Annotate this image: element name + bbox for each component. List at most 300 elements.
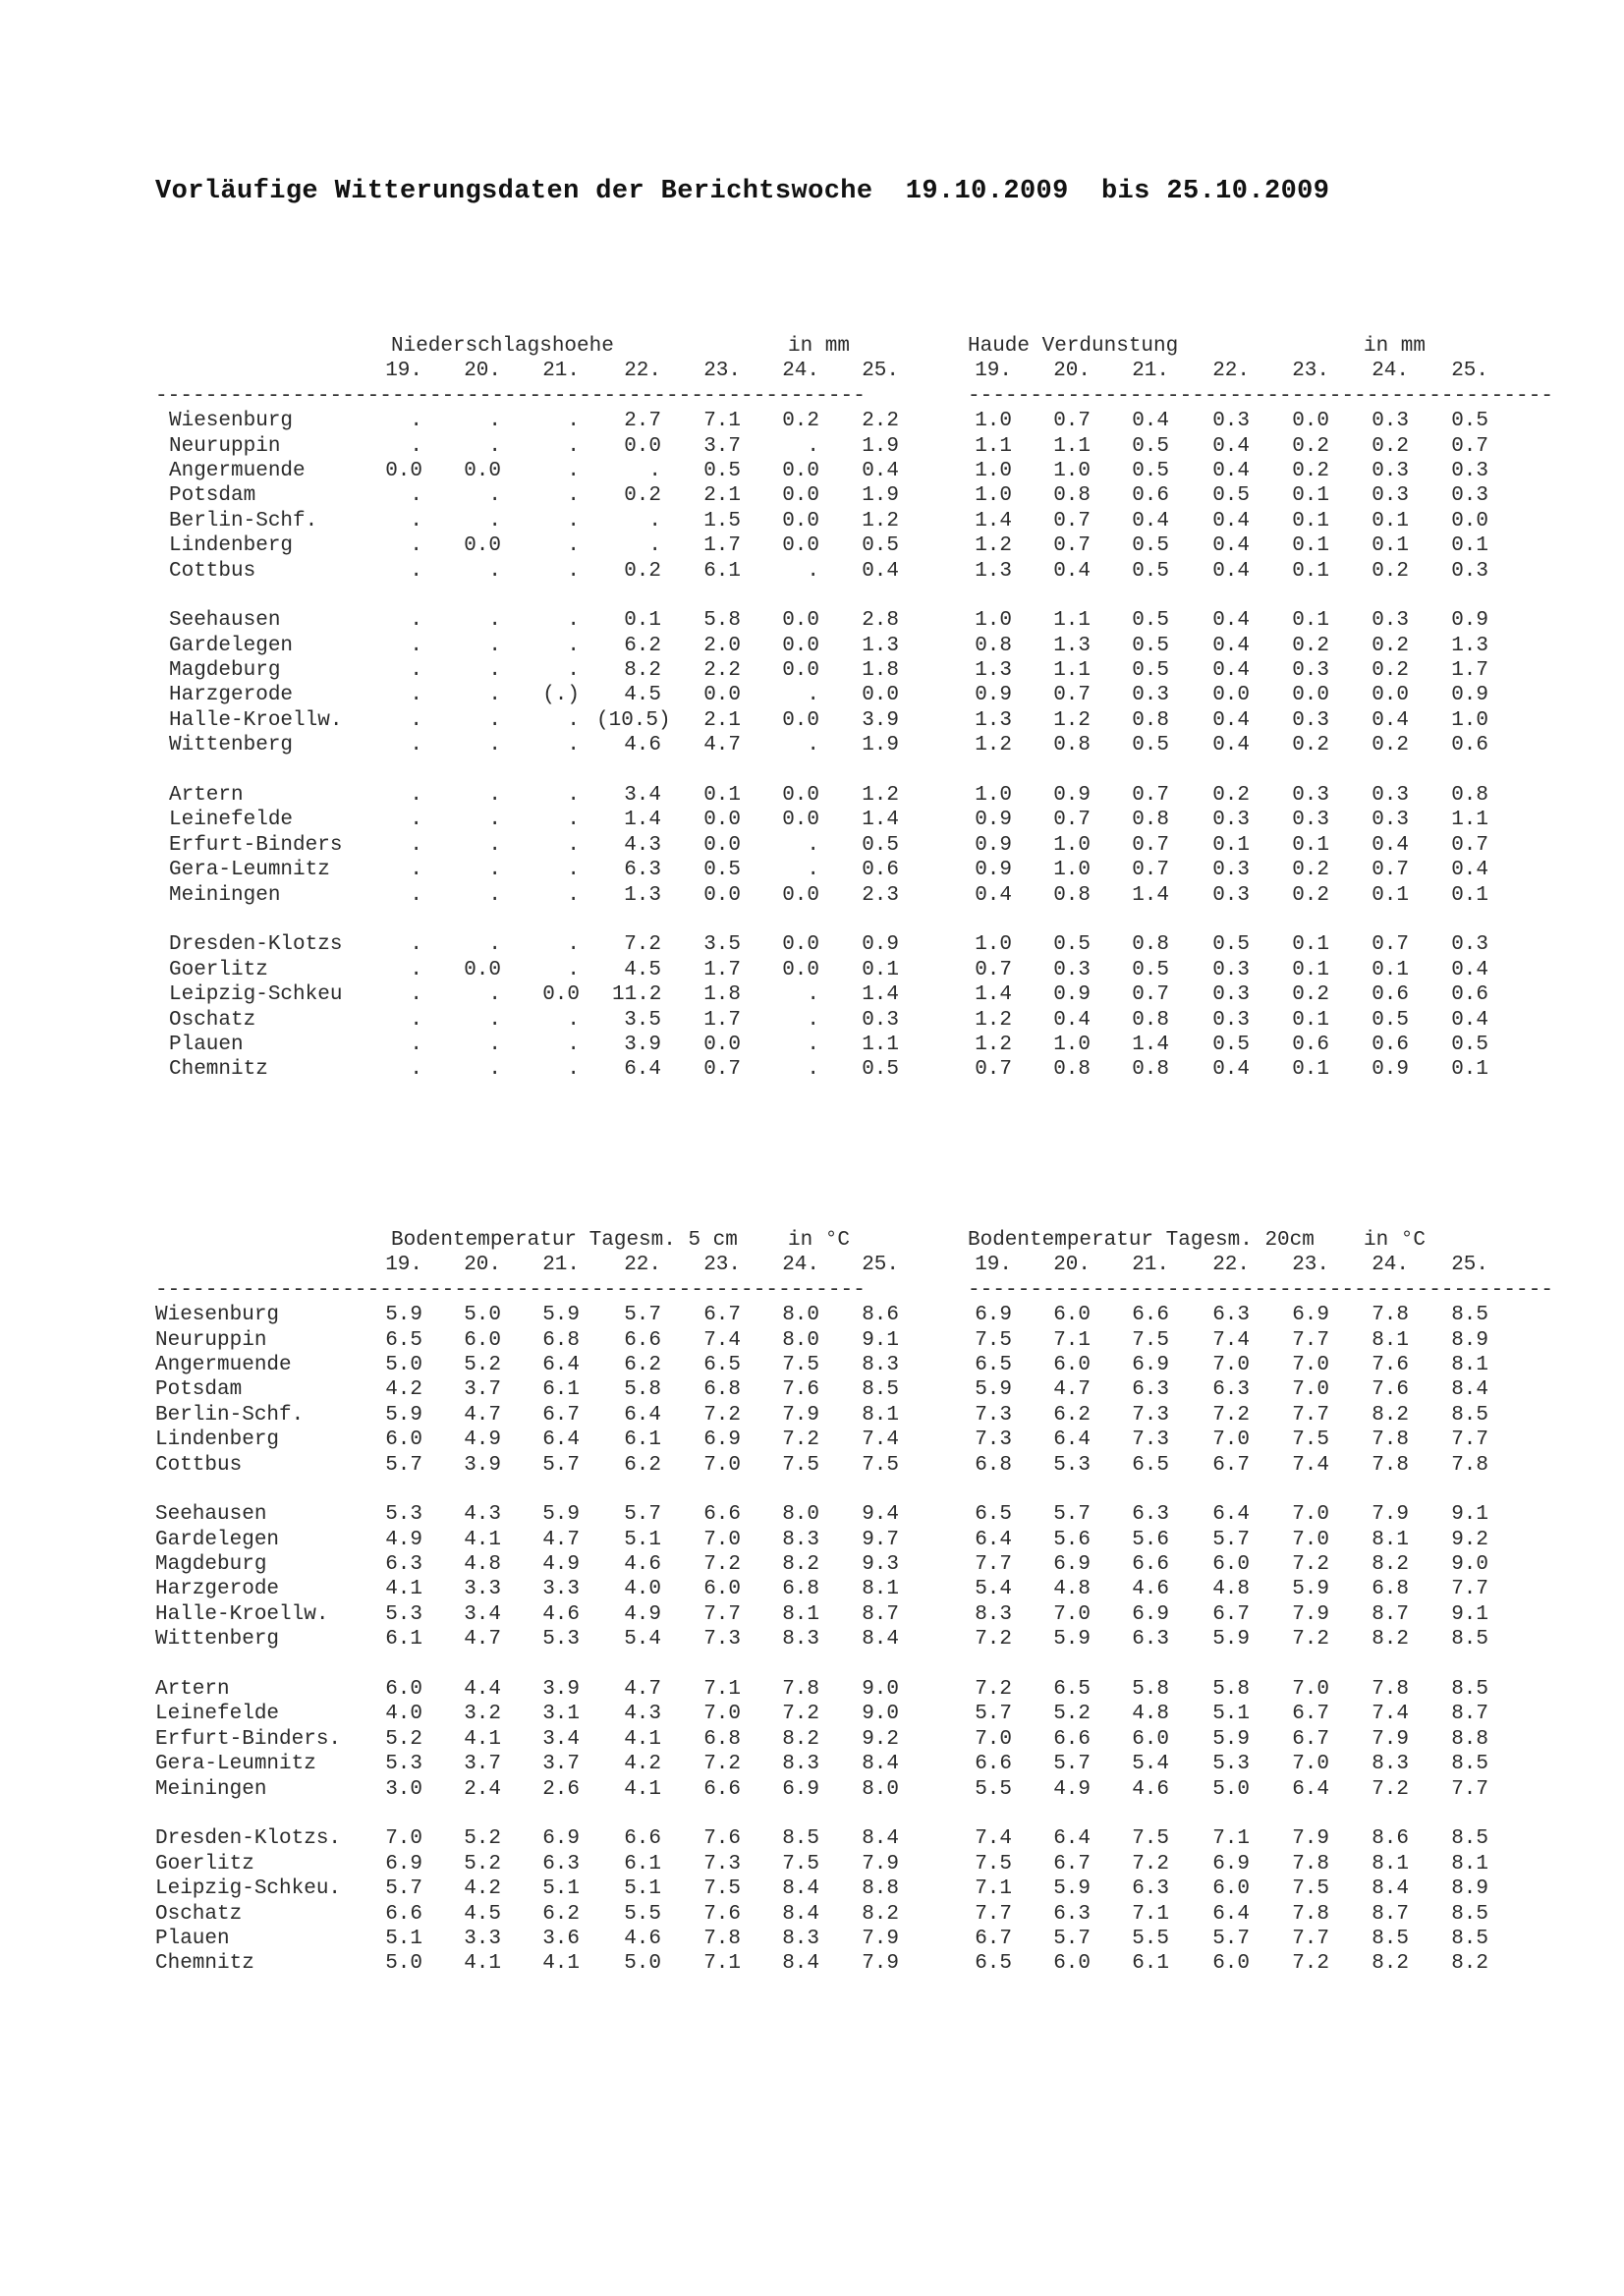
value-cell: 1.0 xyxy=(975,933,1012,957)
value-cell: 0.0 xyxy=(782,958,819,981)
station-name: Wittenberg xyxy=(169,734,294,757)
value-cell: 7.2 xyxy=(1292,1952,1329,1976)
value-cell: 1.0 xyxy=(1053,1033,1091,1056)
value-cell: 0.0 xyxy=(782,809,819,832)
value-cell: 8.2 xyxy=(1372,1952,1409,1976)
day-header: 23. xyxy=(703,1254,741,1277)
table-row xyxy=(968,1852,1553,1876)
value-cell: 3.7 xyxy=(703,434,741,458)
day-header: 24. xyxy=(782,1254,819,1277)
station-name: Oschatz xyxy=(155,1902,243,1926)
table-row xyxy=(968,982,1553,1007)
value-cell: 0.4 xyxy=(1212,509,1250,532)
value-cell: 6.7 xyxy=(1292,1703,1329,1726)
value-cell: 0.3 xyxy=(1372,410,1409,433)
value-cell: . xyxy=(567,1058,580,1082)
soil-5cm-label: Bodentemperatur Tagesm. 5 cm xyxy=(391,1229,738,1252)
value-cell: 8.5 xyxy=(782,1827,819,1851)
value-cell: . xyxy=(807,434,819,458)
value-cell: 0.2 xyxy=(1292,859,1329,882)
group-spacer xyxy=(155,1478,866,1502)
value-cell: 8.4 xyxy=(1451,1378,1488,1402)
value-cell: 9.1 xyxy=(862,1328,899,1352)
value-cell: 5.2 xyxy=(464,1852,501,1876)
value-cell: 0.9 xyxy=(975,833,1012,857)
value-cell: 8.2 xyxy=(1372,1553,1409,1577)
value-cell: 7.1 xyxy=(975,1877,1012,1901)
value-cell: 5.3 xyxy=(1212,1753,1250,1776)
day-header: 21. xyxy=(542,360,580,383)
value-cell: . xyxy=(567,734,580,757)
value-cell: 5.9 xyxy=(1053,1628,1091,1652)
value-cell: 6.3 xyxy=(385,1553,422,1577)
value-cell: . xyxy=(807,833,819,857)
value-cell: 0.2 xyxy=(1292,459,1329,482)
table-row xyxy=(968,434,1553,459)
table-row xyxy=(155,1008,899,1033)
table-row xyxy=(968,733,1553,757)
value-cell: 6.5 xyxy=(1053,1678,1091,1702)
table-row xyxy=(155,883,899,908)
table-row xyxy=(968,509,1553,533)
table-header xyxy=(155,1228,866,1253)
day-header: 19. xyxy=(975,1254,1012,1277)
value-cell: 7.8 xyxy=(1451,1453,1488,1477)
station-name: Neuruppin xyxy=(155,1328,267,1352)
value-cell: 6.2 xyxy=(624,1453,661,1477)
value-cell: 6.0 xyxy=(1053,1353,1091,1376)
value-cell: 6.7 xyxy=(975,1927,1012,1950)
value-cell: 0.6 xyxy=(1451,983,1488,1007)
value-cell: 0.0 xyxy=(464,459,501,482)
value-cell: 0.4 xyxy=(1132,410,1169,433)
value-cell: 0.8 xyxy=(1132,933,1169,957)
table-body xyxy=(968,1303,1553,1977)
value-cell: . xyxy=(488,809,501,832)
divider-line: ----------------------------------------------- xyxy=(968,384,1554,408)
group-spacer xyxy=(155,758,866,783)
value-cell: 5.8 xyxy=(1132,1678,1169,1702)
value-cell: 4.6 xyxy=(1132,1777,1169,1801)
value-cell: 1.0 xyxy=(975,459,1012,482)
value-cell: 5.0 xyxy=(624,1952,661,1976)
value-cell: 6.0 xyxy=(385,1678,422,1702)
value-cell: 0.1 xyxy=(1292,833,1329,857)
value-cell: . xyxy=(410,410,422,433)
value-cell: 6.9 xyxy=(975,1304,1012,1327)
day-header: 22. xyxy=(624,360,661,383)
value-cell: . xyxy=(488,434,501,458)
value-cell: 7.2 xyxy=(624,933,661,957)
value-cell: . xyxy=(410,1008,422,1032)
value-cell: . xyxy=(488,883,501,907)
value-cell: 5.7 xyxy=(624,1503,661,1527)
station-name: Gardelegen xyxy=(155,1528,280,1551)
value-cell: 7.7 xyxy=(1451,1777,1488,1801)
value-cell: 7.9 xyxy=(862,1852,899,1876)
table-row xyxy=(968,708,1553,733)
value-cell: 0.2 xyxy=(1292,634,1329,657)
station-name: Gera-Leumnitz xyxy=(169,859,330,882)
value-cell: 6.6 xyxy=(703,1777,741,1801)
value-cell: 0.0 xyxy=(782,459,819,482)
value-cell: 0.3 xyxy=(1372,809,1409,832)
value-cell: 0.2 xyxy=(782,410,819,433)
station-name: Leipzig-Schkeu. xyxy=(155,1877,342,1901)
value-cell: 7.1 xyxy=(703,410,741,433)
value-cell: 1.1 xyxy=(1053,434,1091,458)
value-cell: 6.5 xyxy=(703,1353,741,1376)
value-cell: 7.2 xyxy=(1372,1777,1409,1801)
value-cell: 0.4 xyxy=(862,559,899,583)
value-cell: 0.5 xyxy=(1212,933,1250,957)
value-cell: 8.9 xyxy=(1451,1328,1488,1352)
value-cell: 1.1 xyxy=(975,434,1012,458)
value-cell: 1.4 xyxy=(624,809,661,832)
value-cell: 0.8 xyxy=(1451,784,1488,808)
value-cell: . xyxy=(488,983,501,1007)
value-cell: 7.8 xyxy=(1292,1852,1329,1876)
value-cell: . xyxy=(410,784,422,808)
value-cell: 6.3 xyxy=(1212,1304,1250,1327)
table-header xyxy=(155,334,866,359)
value-cell: 7.4 xyxy=(1212,1328,1250,1352)
value-cell: 9.3 xyxy=(862,1553,899,1577)
value-cell: . xyxy=(488,659,501,683)
value-cell: 8.1 xyxy=(1451,1353,1488,1376)
station-name: Leipzig-Schkeu xyxy=(169,983,343,1007)
value-cell: 5.7 xyxy=(385,1877,422,1901)
value-cell: 0.0 xyxy=(782,509,819,532)
value-cell: 1.2 xyxy=(975,1008,1012,1032)
value-cell: 7.3 xyxy=(703,1628,741,1652)
station-name: Neuruppin xyxy=(169,434,281,458)
day-header-row xyxy=(155,1253,899,1277)
day-header: 24. xyxy=(1372,360,1409,383)
value-cell: . xyxy=(807,559,819,583)
value-cell: . xyxy=(410,634,422,657)
value-cell: 8.1 xyxy=(1451,1852,1488,1876)
value-cell: 8.5 xyxy=(1372,1927,1409,1950)
value-cell: 7.4 xyxy=(1292,1453,1329,1477)
value-cell: . xyxy=(567,859,580,882)
value-cell: 7.6 xyxy=(703,1827,741,1851)
value-cell: 7.5 xyxy=(862,1453,899,1477)
value-cell: 1.1 xyxy=(1053,609,1091,633)
value-cell: 4.8 xyxy=(1132,1703,1169,1726)
value-cell: . xyxy=(488,734,501,757)
table-row xyxy=(968,459,1553,483)
value-cell: 3.3 xyxy=(542,1578,580,1601)
table-row xyxy=(155,658,899,683)
value-cell: 6.6 xyxy=(1132,1553,1169,1577)
value-cell: 7.2 xyxy=(975,1628,1012,1652)
value-cell: . xyxy=(807,983,819,1007)
station-name: Wiesenburg xyxy=(169,410,294,433)
precipitation-label: Niederschlagshoehe xyxy=(391,335,614,358)
table-row xyxy=(155,833,899,858)
value-cell: 5.9 xyxy=(542,1304,580,1327)
value-cell: 6.9 xyxy=(542,1827,580,1851)
table-row xyxy=(155,808,899,832)
station-name: Chemnitz xyxy=(169,1058,268,1082)
value-cell: 0.7 xyxy=(1451,434,1488,458)
value-cell: 7.9 xyxy=(1292,1827,1329,1851)
value-cell: 7.2 xyxy=(1212,1403,1250,1427)
value-cell: 0.4 xyxy=(975,883,1012,907)
value-cell: . xyxy=(488,1058,501,1082)
value-cell: . xyxy=(567,459,580,482)
value-cell: 6.9 xyxy=(385,1852,422,1876)
table-row xyxy=(155,858,899,882)
value-cell: 7.8 xyxy=(1372,1428,1409,1452)
value-cell: 8.5 xyxy=(1451,1628,1488,1652)
value-cell: . xyxy=(410,559,422,583)
table-row xyxy=(968,1353,1553,1377)
day-header: 25. xyxy=(1451,1254,1488,1277)
day-header: 19. xyxy=(975,360,1012,383)
value-cell: 1.2 xyxy=(862,509,899,532)
value-cell: 6.9 xyxy=(1292,1304,1329,1327)
table-row xyxy=(155,1453,899,1478)
value-cell: 0.0 xyxy=(782,534,819,558)
value-cell: 0.0 xyxy=(703,809,741,832)
value-cell: 6.9 xyxy=(703,1428,741,1452)
value-cell: 0.1 xyxy=(1292,534,1329,558)
value-cell: 6.7 xyxy=(1053,1852,1091,1876)
value-cell: . xyxy=(410,883,422,907)
value-cell: 6.3 xyxy=(1132,1378,1169,1402)
table-row xyxy=(155,958,899,982)
table-row xyxy=(155,1403,899,1428)
value-cell: 0.3 xyxy=(1372,609,1409,633)
table-row xyxy=(968,1902,1553,1927)
value-cell: 1.0 xyxy=(1451,708,1488,732)
value-cell: 6.7 xyxy=(703,1304,741,1327)
value-cell: 0.2 xyxy=(624,559,661,583)
value-cell: 0.5 xyxy=(1451,1033,1488,1056)
station-name: Erfurt-Binders. xyxy=(155,1727,342,1751)
value-cell: 0.3 xyxy=(1212,983,1250,1007)
value-cell: 2.2 xyxy=(862,410,899,433)
value-cell: 0.0 xyxy=(703,684,741,707)
value-cell: 3.7 xyxy=(464,1753,501,1776)
value-cell: 0.2 xyxy=(624,484,661,508)
value-cell: . xyxy=(410,734,422,757)
value-cell: . xyxy=(488,833,501,857)
group-spacer xyxy=(968,1478,1553,1502)
value-cell: 0.4 xyxy=(1372,833,1409,857)
day-header: 25. xyxy=(862,1254,899,1277)
value-cell: 4.1 xyxy=(542,1952,580,1976)
value-cell: 0.8 xyxy=(1132,1058,1169,1082)
value-cell: 7.2 xyxy=(782,1428,819,1452)
value-cell: 0.1 xyxy=(1292,1058,1329,1082)
value-cell: 9.4 xyxy=(862,1503,899,1527)
value-cell: . xyxy=(410,659,422,683)
value-cell: . xyxy=(488,509,501,532)
table-row xyxy=(155,1353,899,1377)
value-cell: 5.3 xyxy=(1053,1453,1091,1477)
value-cell: 9.0 xyxy=(862,1678,899,1702)
value-cell: . xyxy=(488,484,501,508)
value-cell: 0.5 xyxy=(1132,434,1169,458)
value-cell: 7.5 xyxy=(1132,1328,1169,1352)
value-cell: 1.2 xyxy=(1053,708,1091,732)
unit-label: in °C xyxy=(1364,1229,1427,1252)
value-cell: 4.9 xyxy=(464,1428,501,1452)
table-row xyxy=(155,1777,899,1802)
value-cell: 0.4 xyxy=(1372,708,1409,732)
value-cell: 3.2 xyxy=(464,1703,501,1726)
value-cell: 3.7 xyxy=(542,1753,580,1776)
value-cell: 0.2 xyxy=(1292,734,1329,757)
value-cell: 0.0 xyxy=(1372,684,1409,707)
value-cell: 8.1 xyxy=(782,1602,819,1626)
value-cell: 7.4 xyxy=(975,1827,1012,1851)
value-cell: 8.4 xyxy=(1372,1877,1409,1901)
value-cell: 5.9 xyxy=(385,1403,422,1427)
table-header xyxy=(968,1228,1553,1253)
value-cell: 1.4 xyxy=(975,509,1012,532)
value-cell: 7.3 xyxy=(975,1428,1012,1452)
day-header: 20. xyxy=(1053,360,1091,383)
value-cell: 7.8 xyxy=(1372,1453,1409,1477)
value-cell: 4.5 xyxy=(464,1902,501,1926)
value-cell: 6.9 xyxy=(1053,1553,1091,1577)
value-cell: 5.0 xyxy=(385,1952,422,1976)
value-cell: . xyxy=(807,1058,819,1082)
value-cell: 0.6 xyxy=(1372,983,1409,1007)
value-cell: 0.3 xyxy=(1451,459,1488,482)
value-cell: 6.4 xyxy=(1053,1827,1091,1851)
value-cell: 5.5 xyxy=(975,1777,1012,1801)
value-cell: 1.9 xyxy=(862,734,899,757)
day-header-row xyxy=(968,1253,1553,1277)
value-cell: 0.2 xyxy=(1292,983,1329,1007)
value-cell: 6.8 xyxy=(542,1328,580,1352)
value-cell: 0.0 xyxy=(782,784,819,808)
group-spacer xyxy=(155,908,866,932)
value-cell: 2.8 xyxy=(862,609,899,633)
value-cell: 0.3 xyxy=(1451,559,1488,583)
value-cell: 2.6 xyxy=(542,1777,580,1801)
table-row xyxy=(155,434,899,459)
table-row xyxy=(155,1602,899,1627)
value-cell: 5.7 xyxy=(1053,1753,1091,1776)
value-cell: 4.1 xyxy=(385,1578,422,1601)
day-header: 21. xyxy=(1132,360,1169,383)
value-cell: 7.9 xyxy=(862,1952,899,1976)
value-cell: . xyxy=(567,534,580,558)
station-name: Cottbus xyxy=(169,559,256,583)
value-cell: 7.5 xyxy=(1292,1428,1329,1452)
table-row xyxy=(968,658,1553,683)
table-row xyxy=(155,1677,899,1702)
value-cell: 0.1 xyxy=(1372,509,1409,532)
value-cell: 1.3 xyxy=(1451,634,1488,657)
value-cell: 4.7 xyxy=(542,1528,580,1551)
value-cell: (10.5) xyxy=(596,708,671,732)
value-cell: 0.1 xyxy=(1212,833,1250,857)
value-cell: 4.6 xyxy=(624,1927,661,1950)
value-cell: 7.9 xyxy=(1292,1602,1329,1626)
soil-temperature-20cm-table xyxy=(968,1228,1553,1977)
value-cell: 4.6 xyxy=(624,734,661,757)
value-cell: 6.5 xyxy=(385,1328,422,1352)
value-cell: 5.8 xyxy=(624,1378,661,1402)
value-cell: 0.4 xyxy=(1212,609,1250,633)
table-row xyxy=(155,1951,899,1976)
value-cell: 4.8 xyxy=(464,1553,501,1577)
value-cell: 0.9 xyxy=(1451,684,1488,707)
value-cell: 0.2 xyxy=(1372,734,1409,757)
day-header: 20. xyxy=(1053,1254,1091,1277)
day-header: 22. xyxy=(1212,360,1250,383)
value-cell: 7.0 xyxy=(1292,1353,1329,1376)
value-cell: 0.0 xyxy=(782,708,819,732)
value-cell: . xyxy=(567,1008,580,1032)
value-cell: 5.7 xyxy=(1053,1927,1091,1950)
value-cell: 0.4 xyxy=(1132,509,1169,532)
value-cell: 6.4 xyxy=(624,1058,661,1082)
value-cell: 4.8 xyxy=(1053,1578,1091,1601)
value-cell: 0.7 xyxy=(1132,983,1169,1007)
value-cell: 5.2 xyxy=(464,1353,501,1376)
table-row xyxy=(968,1602,1553,1627)
value-cell: . xyxy=(567,659,580,683)
value-cell: 4.1 xyxy=(624,1727,661,1751)
station-name: Meiningen xyxy=(169,883,281,907)
value-cell: 4.3 xyxy=(624,833,661,857)
value-cell: 1.4 xyxy=(862,983,899,1007)
day-header: 25. xyxy=(1451,360,1488,383)
value-cell: 0.5 xyxy=(1451,410,1488,433)
value-cell: 8.2 xyxy=(1451,1952,1488,1976)
value-cell: 6.2 xyxy=(1053,1403,1091,1427)
table-row xyxy=(155,1552,899,1577)
value-cell: 5.7 xyxy=(1053,1503,1091,1527)
value-cell: 0.1 xyxy=(1292,559,1329,583)
value-cell: 1.9 xyxy=(862,484,899,508)
value-cell: 0.7 xyxy=(1132,833,1169,857)
value-cell: 0.3 xyxy=(1212,859,1250,882)
value-cell: 0.3 xyxy=(862,1008,899,1032)
value-cell: 5.7 xyxy=(1212,1927,1250,1950)
value-cell: 0.0 xyxy=(703,833,741,857)
value-cell: . xyxy=(567,833,580,857)
value-cell: 1.3 xyxy=(975,659,1012,683)
value-cell: 8.5 xyxy=(1451,1902,1488,1926)
value-cell: 6.3 xyxy=(1132,1628,1169,1652)
value-cell: 0.0 xyxy=(1451,509,1488,532)
table-row xyxy=(155,982,899,1007)
value-cell: 8.3 xyxy=(782,1927,819,1950)
value-cell: 0.0 xyxy=(385,459,422,482)
value-cell: . xyxy=(488,634,501,657)
value-cell: 1.3 xyxy=(624,883,661,907)
day-header-row xyxy=(155,359,899,383)
value-cell: 0.3 xyxy=(1212,809,1250,832)
value-cell: 4.1 xyxy=(464,1727,501,1751)
value-cell: 0.0 xyxy=(782,933,819,957)
station-name: Harzgerode xyxy=(155,1578,280,1601)
value-cell: 0.9 xyxy=(1053,983,1091,1007)
table-row xyxy=(968,1927,1553,1951)
day-header: 20. xyxy=(464,360,501,383)
value-cell: 4.0 xyxy=(385,1703,422,1726)
value-cell: . xyxy=(567,484,580,508)
